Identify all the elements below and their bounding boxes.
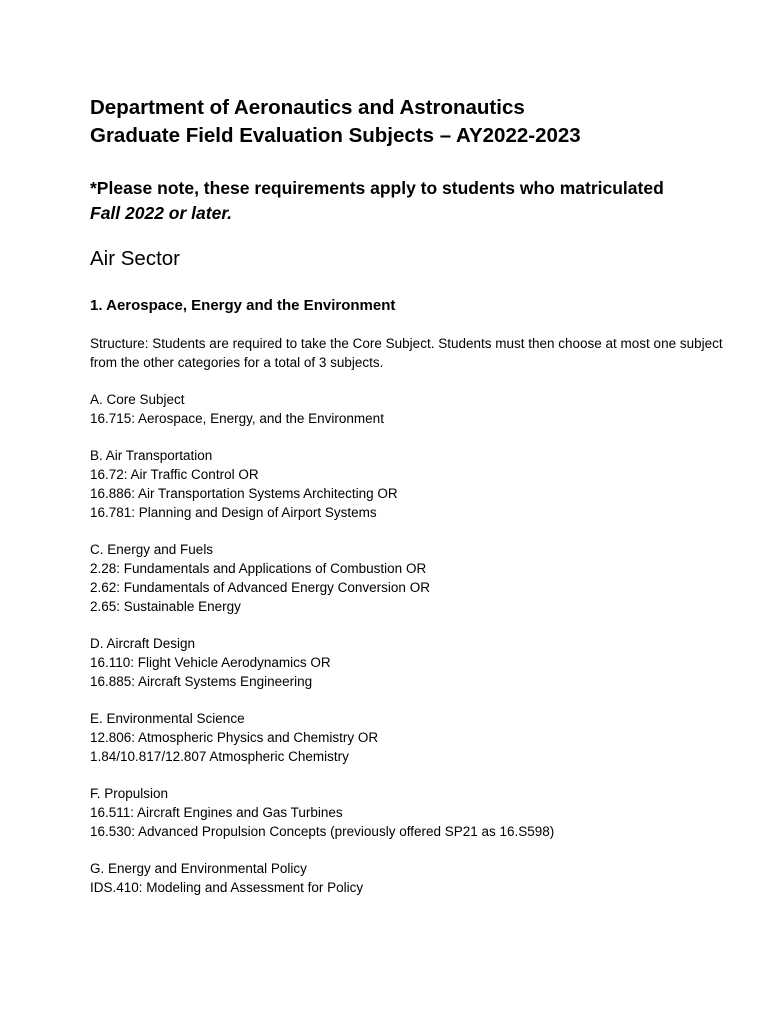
category-block [90,540,730,616]
document-page [90,94,730,897]
subject-line: 1.84/10.817/12.807 Atmospheric Chemistry [90,749,349,764]
category-block [90,446,730,522]
category-title: E. Environmental Science [90,711,245,726]
subject-line: 16.530: Advanced Propulsion Concepts (previously offered SP21 as 16.S598) [90,824,555,839]
subject-line: 2.28: Fundamentals and Applications of Combustion OR [90,561,427,576]
category-block [90,859,730,897]
note-italic-text: Fall 2022 or later. [90,203,233,223]
subject-line: 16.781: Planning and Design of Airport Systems [90,505,377,520]
category-title: D. Aircraft Design [90,636,196,651]
category-title: F. Propulsion [90,786,169,801]
category-list [90,390,730,897]
subject-line: 16.886: Air Transportation Systems Architecting OR [90,486,398,501]
category-title: G. Energy and Environmental Policy [90,861,307,876]
subject-line: 2.62: Fundamentals of Advanced Energy Conversion OR [90,580,430,595]
subject-line: 16.885: Aircraft Systems Engineering [90,674,313,689]
category-block [90,709,730,766]
category-title: C. Energy and Fuels [90,542,214,557]
subject-line: 16.511: Aircraft Engines and Gas Turbines [90,805,343,820]
section-heading: 1. Aerospace, Energy and the Environment [90,297,396,314]
document-title [90,94,730,150]
subject-line: 16.72: Air Traffic Control OR [90,467,259,482]
structure-paragraph: Structure: Students are required to take the Core Subject. Students must then choose at most one subject from the other categories for a total of 3 subjects. [90,336,723,370]
subject-line: IDS.410: Modeling and Assessment for Policy [90,880,364,895]
sector-heading: Air Sector [90,247,180,270]
subject-line: 12.806: Atmospheric Physics and Chemistry OR [90,730,379,745]
matriculation-note [90,176,730,226]
category-block [90,390,730,428]
subject-line: 16.110: Flight Vehicle Aerodynamics OR [90,655,331,670]
subject-line: 2.65: Sustainable Energy [90,599,241,614]
category-title: B. Air Transportation [90,448,213,463]
title-line-1: Department of Aeronautics and Astronautics [90,96,525,119]
category-block [90,784,730,841]
category-block [90,634,730,691]
category-title: A. Core Subject [90,392,185,407]
title-line-2: Graduate Field Evaluation Subjects – AY2022-2023 [90,124,581,147]
note-text: *Please note, these requirements apply to students who matriculated [90,178,664,198]
subject-line: 16.715: Aerospace, Energy, and the Environment [90,411,384,426]
